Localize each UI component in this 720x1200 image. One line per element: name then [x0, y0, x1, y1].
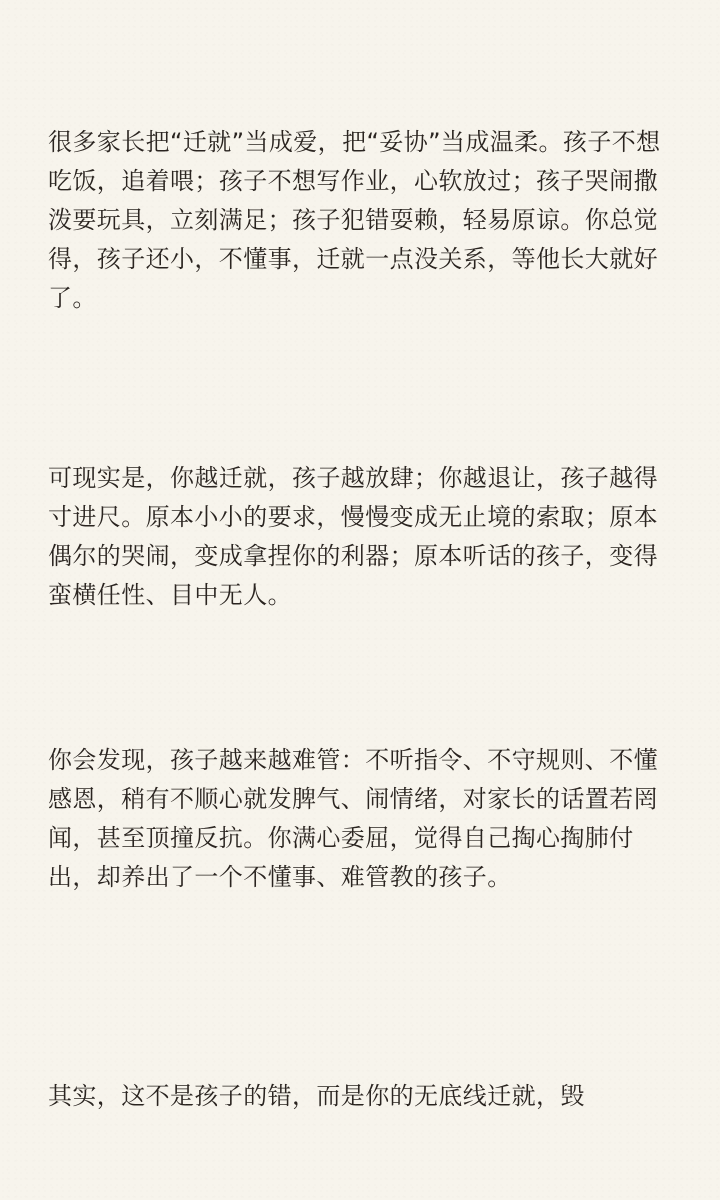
article-paragraph-2: 可现实是，你越迁就，孩子越放肆；你越退让，孩子越得寸进尺。原本小小的要求，慢慢变成无止境的索取；原本偶尔的哭闹，变成拿捏你的利器；原本听话的孩子，变得蛮横任性、目中无人。: [48, 464, 658, 609]
article-paragraph-1: 很多家长把“迁就”当成爱，把“妥协”当成温柔。孩子不想吃饭，追着喂；孩子不想写作业，心软放过；孩子哭闹撒泼要玩具，立刻满足；孩子犯错耍赖，轻易原谅。你总觉得，孩子还小，不懂事，迁就一点没关系，等他长大就好了。: [48, 128, 661, 312]
article-paragraph-4: 其实，这不是孩子的错，而是你的无底线迁就，毁: [48, 1082, 585, 1110]
article-paragraph-3: 你会发现，孩子越来越难管：不听指令、不守规则、不懂感恩，稍有不顺心就发脾气、闹情绪，对家长的话置若罔闻，甚至顶撞反抗。你满心委屈，觉得自己掏心掏肺付出，却养出了一个不懂事、难管教的孩子。: [48, 746, 658, 891]
